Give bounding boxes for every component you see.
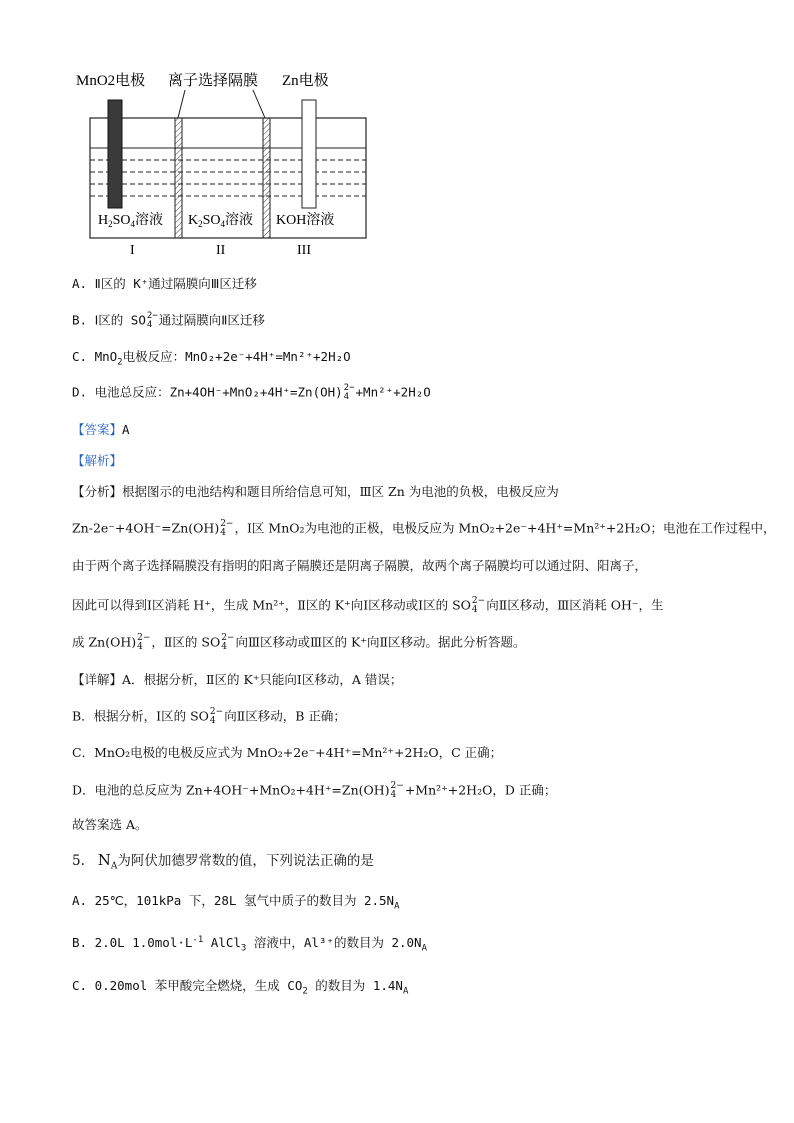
fenxi-line-4: 因此可以得到Ⅰ区消耗 H⁺，生成 Mn²⁺，Ⅱ区的 K⁺向Ⅰ区移动或Ⅰ区的 SO 2− 4 向Ⅱ区移动，Ⅲ区消耗 OH⁻，生 xyxy=(72,596,664,615)
fenxi-line-3: 由于两个离子选择隔膜没有指明的阳离子隔膜还是阴离子隔膜，故两个离子隔膜均可以通过阴、阳离子， xyxy=(72,558,648,573)
solution-koh: KOH溶液 xyxy=(276,213,335,228)
option-c-suffix: 电极反应：MnO₂+2e⁻+4H⁺=Mn²⁺+2H₂O xyxy=(122,349,351,364)
answer-value: A xyxy=(122,422,130,437)
membrane-right xyxy=(263,118,270,238)
option-b xyxy=(72,312,265,330)
answer-line xyxy=(72,424,130,437)
region-ii: II xyxy=(216,243,226,257)
solution-k2so4: $K_2SO_4$溶液 xyxy=(188,213,254,229)
sulfate-charge: 2− 4 xyxy=(146,311,158,330)
region-iii: III xyxy=(297,243,311,257)
option-d-suffix: +Mn²⁺+2H₂O xyxy=(355,384,431,400)
option-c: C. MnO$_2$电极反应：MnO₂+2e⁻+4H⁺=Mn²⁺+2H₂O xyxy=(72,349,351,368)
mno2-electrode xyxy=(108,100,122,208)
xiangjie-line-4: D．电池的总反应为 Zn+4OH⁻+MnO₂+4H⁺=Zn(OH) 2− 4 +Mn²⁺+2H₂O，D 正确； xyxy=(72,781,557,800)
membrane-pointer-left xyxy=(178,90,185,118)
analysis-label: 【解析】 xyxy=(72,453,123,468)
liquid-level-lines xyxy=(90,148,366,196)
region-i: I xyxy=(130,243,135,257)
option-a: A. Ⅱ区的 K⁺通过隔膜向Ⅲ区迁移 xyxy=(72,276,257,291)
option-c-prefix: C. MnO xyxy=(72,349,118,364)
answer-label: 【答案】 xyxy=(72,422,123,437)
zincate-charge: 2− 4 xyxy=(343,383,355,402)
xiangjie-line-1: 【详解】A．根据分析，Ⅱ区的 K⁺只能向Ⅰ区移动，A 错误； xyxy=(72,672,403,687)
option-b-prefix: B. Ⅰ区的 SO xyxy=(72,312,146,328)
xiangjie-line-2: B．根据分析，Ⅰ区的 SO 2− 4 向Ⅱ区移动，B 正确； xyxy=(72,707,346,726)
zn-electrode-label: Zn电极 xyxy=(282,73,329,89)
zn-electrode xyxy=(302,100,316,208)
mno2-electrode-label: MnO2电极 xyxy=(76,73,146,89)
membrane-left xyxy=(175,118,182,238)
q5-option-b: B. 2.0L $1.0mol\cdot L^{-1}$ AlCl$_3$ 溶液中，Al³⁺的数目为 $2.0N_A$ xyxy=(72,934,428,954)
fenxi-line-5: 成 Zn(OH) 2− 4 ，Ⅱ区的 SO 2− 4 向Ⅲ区移动或Ⅲ区的 K⁺向Ⅱ区移动。据此分析答题。 xyxy=(72,633,526,652)
xiangjie-line-5: 故答案选 A。 xyxy=(72,817,148,832)
option-b-suffix: 通过隔膜向Ⅱ区迁移 xyxy=(158,312,265,328)
fenxi-line-2: Zn-2e⁻+4OH⁻=Zn(OH) 2− 4 ，Ⅰ区 MnO₂为电池的正极，电极反应为 MnO₂+2e⁻+4H⁺=Mn²⁺+2H₂O；电池在工作过程中， xyxy=(72,519,776,538)
membrane-label: 离子选择隔膜 xyxy=(168,73,259,89)
fenxi-line-1: 【分析】根据图示的电池结构和题目所给信息可知，Ⅲ区 Zn 为电池的负极，电极反应为 xyxy=(72,484,559,499)
xiangjie-line-3: C．MnO₂电极的电极反应式为 MnO₂+2e⁻+4H⁺=Mn²⁺+2H₂O，C 正确； xyxy=(72,745,503,760)
membrane-pointer-right xyxy=(253,90,265,118)
option-d-prefix: D. 电池总反应：Zn+4OH⁻+MnO₂+4H⁺=Zn(OH) xyxy=(72,384,343,400)
q5-option-c: C. 0.20mol 苯甲酸完全燃烧，生成 $CO_2$ 的数目为 $1.4N_A$ xyxy=(72,978,409,997)
q5-option-a: A. 25℃，101kPa 下，28L 氢气中质子的数目为 $2.5N_A$ xyxy=(72,893,400,912)
q5-stem: 5. $N_A$为阿伏加德罗常数的值，下列说法正确的是 xyxy=(72,851,374,872)
solution-h2so4: $H_2SO_4$溶液 xyxy=(98,213,164,229)
electrolytic-cell-diagram xyxy=(70,62,370,257)
option-d xyxy=(72,384,431,402)
